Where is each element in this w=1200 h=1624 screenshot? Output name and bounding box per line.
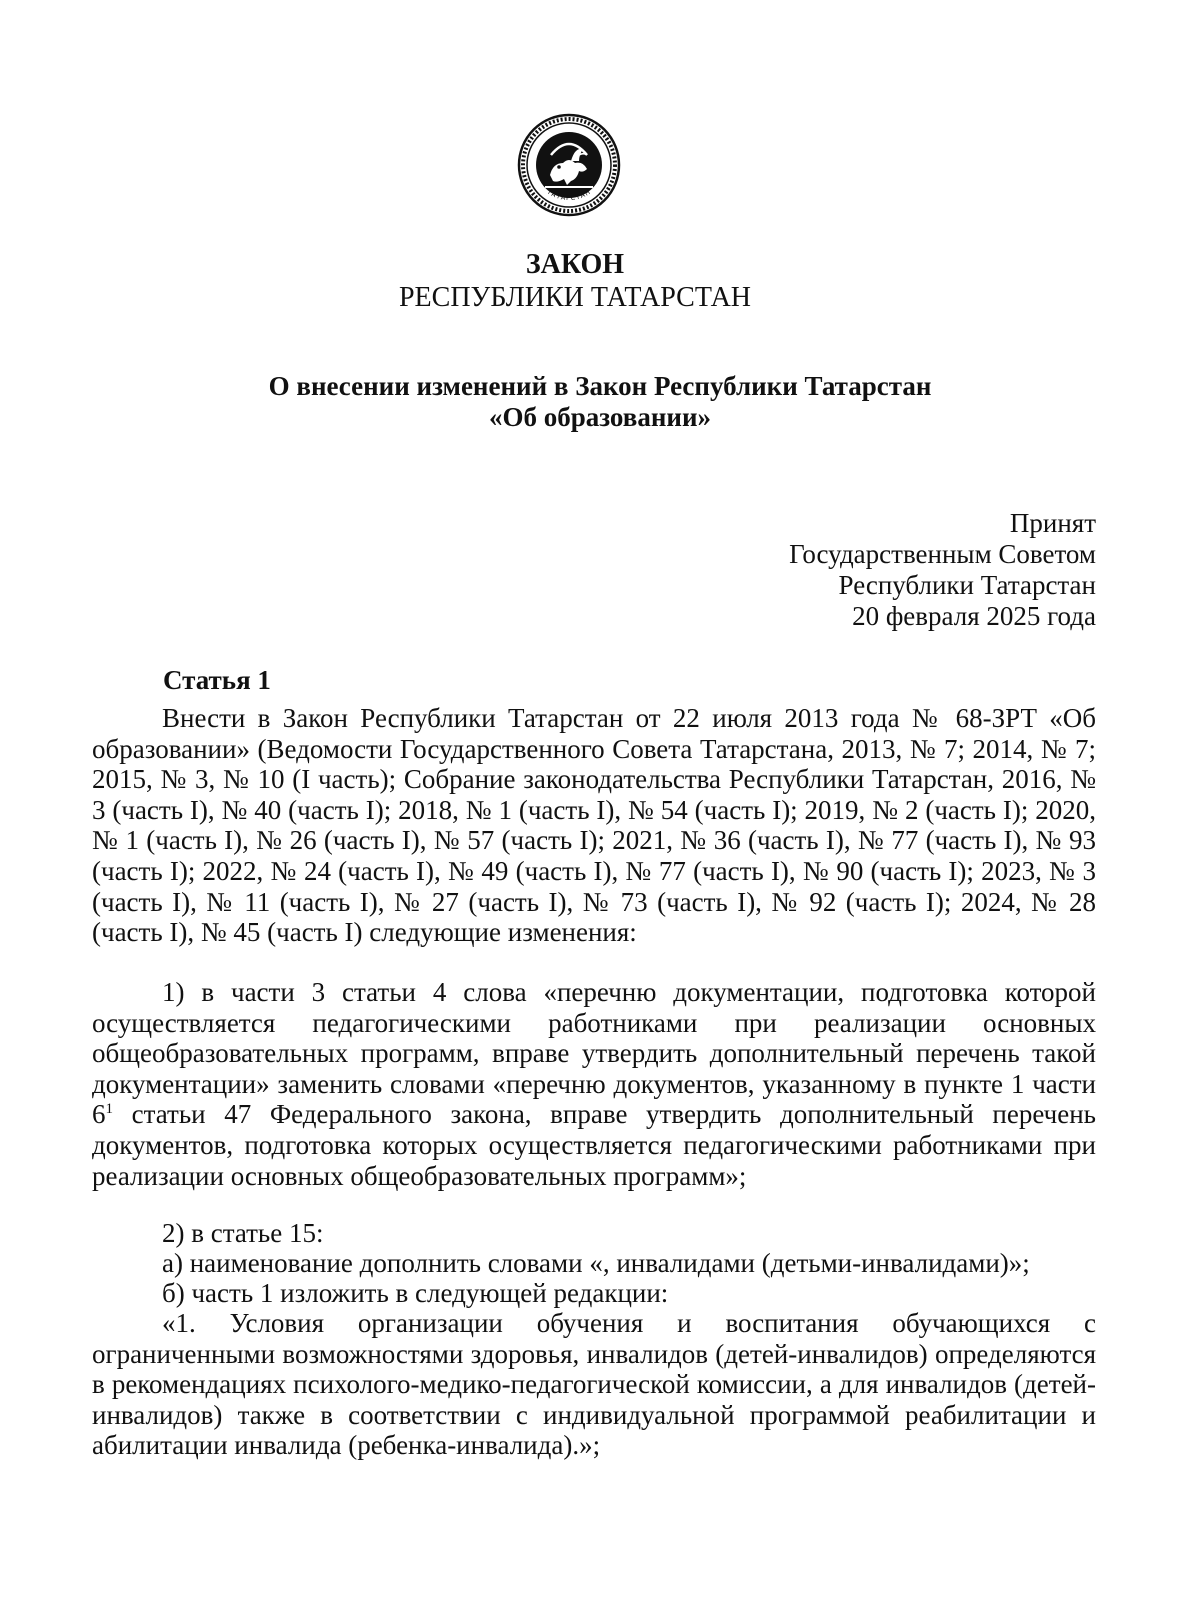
article-heading: Статья 1 <box>163 665 271 695</box>
adoption-line-3: Республики Татарстан <box>838 570 1096 600</box>
article-intro-paragraph: Внести в Закон Республики Татарстан от 22 июля 2013 года № 68-ЗРТ «Об образовании» (Ведомости Государственного Совета Татарстана, 2013, № 7; 2014, № 7; 2015, № 3, № 10 (I часть); Собрание законодательства Республики Татарстан, 2016, № 3 (часть I), № 40 (часть I); 2018, № 1 (часть I), № 54 (часть I); 2019, № 2 (часть I); 2020, № 1 (часть I), № 26 (часть I), № 57 (часть I); 2021, № 36 (часть I), № 77 (часть I), № 93 (часть I); 2022, № 24 (часть I), № 49 (часть I), № 77 (часть I), № 90 (часть I); 2023, № 3 (часть I), № 11 (часть I), № 27 (часть I), № 73 (часть I), № 92 (часть I); 2024, № 28 (часть I), № 45 (часть I) следующие изменения: <box>92 703 1096 948</box>
amendment-item-2b: б) часть 1 изложить в следующей редакции: <box>162 1278 669 1308</box>
coat-of-arms-icon <box>517 113 621 217</box>
document-heading-line-1: О внесении изменений в Закон Республики Татарстан <box>268 371 932 401</box>
amendment-item-1 <box>92 977 1096 1191</box>
document-heading-line-2: «Об образовании» <box>488 402 712 432</box>
amendment-item-1-text-b: статьи 47 Федерального закона, вправе утвердить дополнительный перечень документов, подготовка которых осуществляется педагогическими работниками при реализации основных общеобразовательных программ»; <box>92 1099 1096 1191</box>
adoption-line-2: Государственным Советом <box>789 539 1096 569</box>
emblem-ring-text: ТАТАРСТАН <box>545 187 593 203</box>
document-heading <box>0 371 1200 433</box>
amendment-item-2b-quote: «1. Условия организации обучения и воспитания обучающихся с ограниченными возможностями здоровья, инвалидов (детей-инвалидов) определяются в рекомендациях психолого-медико-педагогической комиссии, а для инвалидов (детей-инвалидов) также в соответствии с индивидуальной программой реабилитации и абилитации инвалида (ребенка-инвалида).»; <box>92 1308 1096 1461</box>
adoption-line-1: Принят <box>1009 508 1096 538</box>
amendment-item-1-text-a: 1) в части 3 статьи 4 слова «перечню документации, подготовка которой осуществляется педагогическими работниками при реализации основных общеобразовательных программ, вправе утвердить дополнительный перечень такой документации» заменить словами «перечню документов, указанному в пункте 1 части 6 <box>92 977 1096 1130</box>
amendment-item-2a: а) наименование дополнить словами «, инвалидами (детьми-инвалидами)»; <box>162 1248 1030 1278</box>
adoption-block <box>789 508 1096 632</box>
law-subtitle: РЕСПУБЛИКИ ТАТАРСТАН <box>398 282 752 313</box>
amendment-item-1-superscript: 1 <box>105 1101 113 1118</box>
amendment-item-2: 2) в статье 15: <box>162 1218 324 1248</box>
adoption-date: 20 февраля 2025 года <box>852 601 1096 631</box>
law-title: ЗАКОН <box>525 249 625 280</box>
